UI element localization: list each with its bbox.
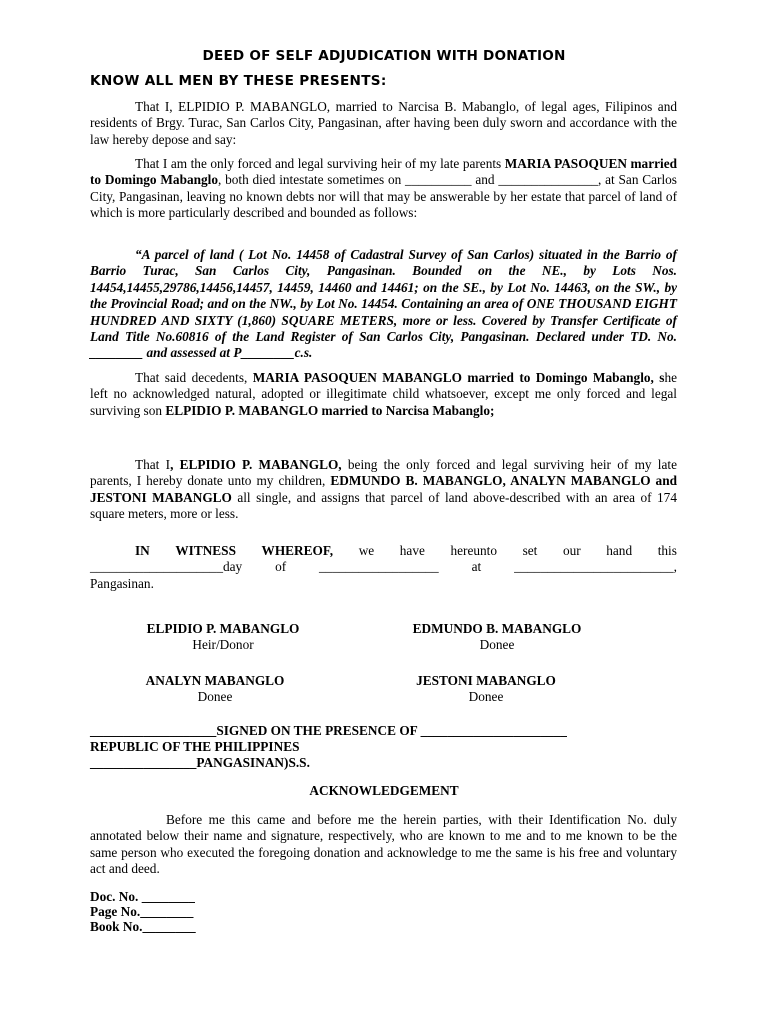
witness-line-3: Pangasinan. — [90, 575, 154, 591]
signatory-role: Donee — [468, 689, 504, 705]
province-line: ________________PANGASINAN)S.S. — [90, 755, 310, 770]
witness-clause — [90, 543, 677, 592]
doc-number: Doc. No. ________ — [90, 889, 195, 904]
book-number: Book No.________ — [90, 919, 196, 934]
paragraph-heir-text-2: , both died intestate sometimes on __________ and _______________, at San Carlos City, Pangasinan, leaving no known debts nor will that may be answerable by her estate that parcel of land of which is more particularly described and bounded as follows: — [90, 172, 677, 221]
witness-word: WHEREOF, — [261, 543, 334, 558]
witness-word: our — [562, 543, 581, 558]
know-all-heading: KNOW ALL MEN BY THESE PRESENTS: — [90, 73, 387, 89]
acknowledgement-paragraph — [90, 812, 677, 878]
document-title: DEED OF SELF ADJUDICATION WITH DONATION — [202, 48, 566, 64]
decedents-names: MARIA PASOQUEN MABANGLO married to Domingo Mabanglo, s — [252, 370, 665, 385]
witness-word: we — [358, 543, 375, 558]
signatory-role: Donee — [479, 637, 515, 653]
witness-word: of — [275, 559, 287, 575]
paragraph-donation-text-2: being the only forced and legal surviving heir of my late parents, I hereby donate unto my children, — [90, 457, 678, 489]
land-description-text: “A parcel of land ( Lot No. 14458 of Cadastral Survey of San Carlos) situated in the Barrio of Barrio Turac, San Carlos City, Pangasinan. Bounded on the NE., by Lots Nos. 14454,14455,29786,14456,14457, 14459, 14460 and 14461; on the SE., by Lot No. 14463, on the SW., by the Provincial Road; and on the NW., by Lot No. 14454. Containing an area of ONE THOUSAND EIGHT HUNDRED AND SIXTY (1,860) SQUARE METERS, more or less. Covered by Transfer Certificate of Land Title No.60816 of the Land Register of San Carlos City, Pangasinan. Declared under TD. No. ________ and assessed at P________c.s. — [90, 247, 677, 361]
signatory-name: ANALYN MABANGLO — [145, 673, 285, 688]
paragraph-land-description — [90, 247, 677, 362]
paragraph-declarant-text: That I, ELPIDIO P. MABANGLO, married to Narcisa B. Mabanglo, of legal ages, Filipinos and residents of Brgy. Turac, San Carlos City, Pangasinan, after having been duly sworn and accordance with the law hereby depose and say: — [90, 99, 677, 147]
witness-line-1 — [90, 543, 677, 559]
paragraph-declarant — [90, 99, 677, 148]
paragraph-decedents-text-2: he left no acknowledged natural, adopted or illegitimate child whatsoever, except me only forced and legal surviving son — [90, 370, 677, 418]
witness-word: have — [399, 543, 425, 558]
signatory-name: EDMUNDO B. MABANGLO — [412, 621, 582, 636]
signatory-role: Heir/Donor — [192, 637, 254, 653]
witness-word: hand — [606, 543, 633, 558]
signatory-role: Donee — [197, 689, 233, 705]
signatory-name: JESTONI MABANGLO — [416, 673, 556, 688]
paragraph-heir-text: That I am the only forced and legal surviving heir of my late parents — [135, 156, 505, 171]
witness-line-2 — [90, 559, 677, 575]
month-blank: __________________ — [319, 559, 439, 575]
paragraph-heir — [90, 156, 677, 222]
signatory-donee-jestoni — [395, 673, 577, 706]
signatory-donee-analyn — [122, 673, 308, 706]
republic-heading: REPUBLIC OF THE PHILIPPINES — [90, 739, 300, 754]
surviving-son-name: ELPIDIO P. MABANGLO married to Narcisa Mabanglo; — [165, 402, 495, 418]
witness-word: set — [522, 543, 538, 558]
witness-word: IN — [135, 543, 150, 558]
signed-presence-line: ___________________SIGNED ON THE PRESENCE OF ______________________ — [90, 723, 567, 738]
witness-word: WITNESS — [175, 543, 236, 558]
paragraph-donation-text: That I — [135, 457, 171, 472]
place-blank: ________________________, — [514, 559, 677, 575]
page-number: Page No.________ — [90, 904, 194, 919]
witness-word: this — [657, 543, 677, 558]
signatory-name: ELPIDIO P. MABANGLO — [146, 621, 300, 636]
acknowledgement-text: Before me this came and before me the herein parties, with their Identification No. duly annotated below their name and signature, respectively, who are known to me and to me known to be the same person who executed the foregoing donation and acknowledge to me the same is his free and voluntary act and deed. — [90, 812, 677, 877]
paragraph-donation-text-3: all single, and assigns that parcel of land above-described with an area of 174 square meters, more or less. — [90, 489, 677, 522]
witness-word: hereunto — [450, 543, 497, 558]
donees-names: EDMUNDO B. MABANGLO, ANALYN MABANGLO and JESTONI MABANGLO — [90, 473, 677, 505]
paragraph-decedents — [90, 370, 677, 419]
signatory-donee-edmundo — [401, 621, 593, 654]
paragraph-decedents-text: That said decedents, — [135, 370, 253, 385]
acknowledgement-heading: ACKNOWLEDGEMENT — [309, 783, 459, 798]
date-blank: ____________________day — [90, 559, 243, 575]
paragraph-donation — [90, 457, 677, 523]
witness-word: at — [471, 559, 482, 575]
parents-names: MARIA PASOQUEN married to Domingo Mabanglo — [90, 156, 677, 188]
signatory-heir-donor — [120, 621, 326, 654]
donor-name: , ELPIDIO P. MABANGLO, — [170, 457, 342, 472]
